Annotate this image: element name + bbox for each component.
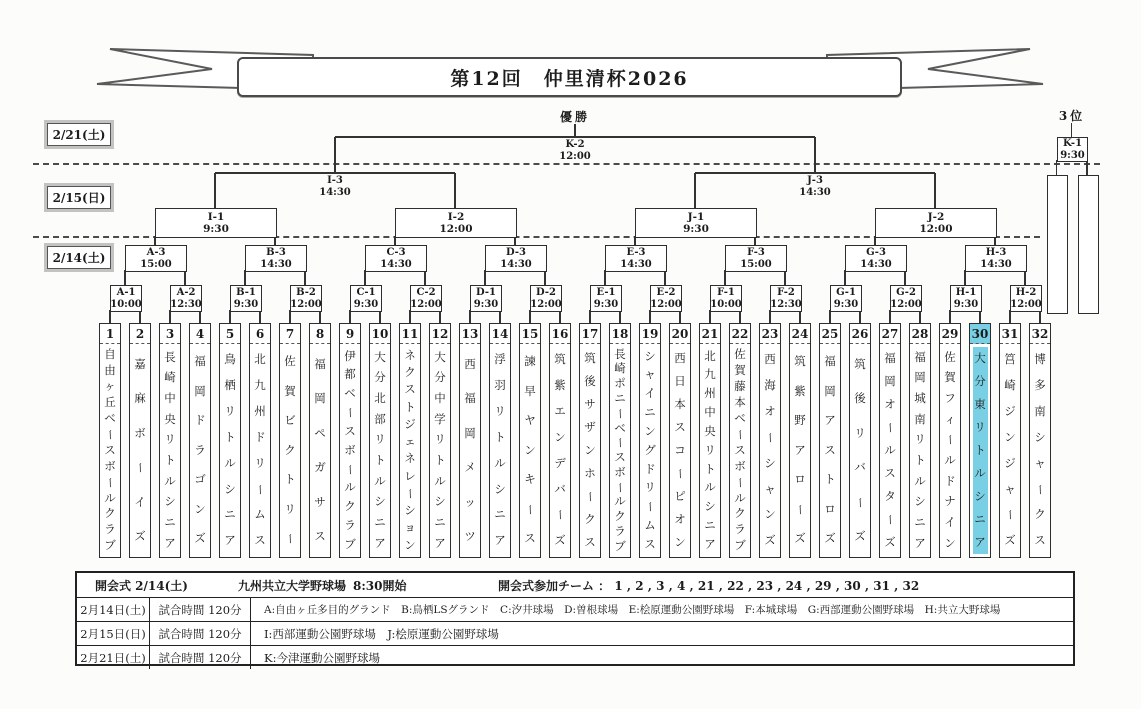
match-J-1 [635, 208, 757, 238]
bracket-line [694, 173, 696, 208]
match-id: C-1 [356, 287, 376, 298]
team-name: 北 九 州 中 央 リ ト ル シ ニ ア [704, 348, 716, 551]
team-name: 西 日 本 ス コ ー ピ オ ン [673, 350, 688, 549]
match-time: 9:30 [233, 298, 259, 310]
team-column-16 [549, 323, 571, 558]
match-id: B-1 [236, 287, 256, 298]
team-name: 福 岡 ペ ガ サ ス [314, 356, 326, 543]
match-id: I-2 [447, 210, 465, 223]
team-number: 4 [190, 324, 210, 344]
bracket-line [844, 270, 846, 285]
match-time: 15:00 [740, 258, 772, 270]
team-column-21 [699, 323, 721, 558]
team-name: 佐 賀 ビ ク ト リ ー [283, 354, 298, 545]
match-time: 12:00 [530, 298, 562, 310]
team-column-13 [459, 323, 481, 558]
match-A-2 [170, 285, 202, 312]
match-time: 10:00 [710, 298, 742, 310]
match-id: D-1 [476, 287, 496, 298]
match-K-2 [545, 139, 605, 163]
team-column-7 [279, 323, 301, 558]
schedule-duration: 試合時間 120分 [150, 646, 251, 669]
match-id: B-2 [296, 287, 316, 298]
team-name: 筥 崎 ジ ン ジ ャ ー ズ [1003, 352, 1018, 548]
match-id: E-1 [596, 287, 616, 298]
match-time: 12:30 [170, 298, 202, 310]
team-name: 諫 早 ヤ ン キ ー ス [523, 354, 538, 546]
bracket-line [1086, 160, 1088, 175]
schedule-date: 2月14日(土) [77, 598, 150, 621]
match-B-2 [290, 285, 322, 312]
team-number: 23 [760, 324, 780, 344]
match-H-2 [1010, 285, 1042, 312]
schedule-date: 2月15日(日) [77, 622, 150, 645]
third-place-label: 3位 [1058, 109, 1086, 123]
match-id: K-1 [1062, 138, 1083, 149]
match-time: 14:30 [500, 258, 532, 270]
team-name: 福 岡 オ ー ル ス タ ー ズ [883, 350, 898, 549]
team-name: 浮 羽 リ ト ル シ ニ ア [494, 352, 506, 548]
team-name: 鳥 栖 リ ト ル シ ニ ア [224, 352, 236, 548]
match-id: D-2 [536, 287, 556, 298]
match-C-2 [410, 285, 442, 312]
team-name: 筑 紫 エ ン デ バ ー ズ [553, 352, 568, 548]
team-column-26 [849, 323, 871, 558]
schedule-row-214 [77, 598, 1073, 622]
bracket-line [184, 270, 186, 285]
bracket-line [214, 173, 216, 208]
team-number: 15 [520, 324, 540, 344]
team-column-25 [819, 323, 841, 558]
bracket-line [574, 124, 576, 137]
match-id: J-1 [687, 210, 705, 223]
match-F-1 [710, 285, 742, 312]
team-name: シ ャ イ ニ ン グ ド リ ー ム ス [643, 348, 658, 551]
match-time: 9:30 [203, 223, 229, 235]
match-time: 14:30 [860, 258, 892, 270]
match-time: 12:00 [290, 298, 322, 310]
bracket-line [784, 270, 786, 285]
match-id: E-2 [656, 287, 676, 298]
team-column-30 [969, 323, 991, 558]
bracket-line [424, 270, 426, 285]
match-time: 9:30 [833, 298, 859, 310]
team-number: 9 [340, 324, 360, 344]
opening-venue: 九州共立大学野球場 [238, 579, 347, 593]
team-column-29 [939, 323, 961, 558]
schedule-venues: A:自由ヶ丘多目的グランド B:鳥栖LSグランド C:汐井球場 D:曽根球場 E:桧原運動公園野球場 F:本城球場 G:西部運動公園野球場 H:共立大野球場 [264, 604, 1001, 616]
team-name: 長 崎 ポ ニ ー ベ ー ス ボ ー ル ク ラ ブ [613, 346, 628, 553]
team-name: 佐 賀 藤 本 ベ ー ス ボ ー ル ク ラ ブ [733, 347, 748, 553]
match-time: 12:00 [439, 223, 473, 235]
team-column-19 [639, 323, 661, 558]
bracket-line [244, 270, 246, 285]
date-box-221: 2/21(土) [47, 123, 111, 146]
bracket-line [454, 173, 456, 208]
match-time: 15:00 [140, 258, 172, 270]
match-H-1 [950, 285, 982, 312]
team-name: 福 岡 ア ス ト ロ ズ [824, 354, 836, 546]
match-G-3 [845, 245, 907, 272]
team-number: 29 [940, 324, 960, 344]
match-time: 14:30 [319, 187, 351, 198]
match-I-3 [305, 175, 365, 199]
match-id: A-3 [146, 247, 166, 258]
match-id: K-2 [565, 139, 585, 150]
match-id: G-2 [896, 287, 916, 298]
match-time: 12:00 [559, 151, 591, 162]
opening-start-time: 8:30開始 [353, 579, 407, 593]
match-E-3 [605, 245, 667, 272]
team-column-6 [249, 323, 271, 558]
match-time: 10:00 [110, 298, 142, 310]
bracket-line [544, 270, 546, 285]
bracket-line [604, 270, 606, 285]
team-name: 福 岡 ド ラ ゴ ン ズ [194, 354, 206, 546]
team-column-23 [759, 323, 781, 558]
match-J-3 [785, 175, 845, 199]
team-name: 伊 都 ベ ー ス ボ ー ル ク ラ ブ [343, 348, 358, 551]
schedule-row-221 [77, 646, 1073, 669]
match-F-2 [770, 285, 802, 312]
team-name: 筑 紫 野 ア ロ ー ズ [793, 354, 808, 546]
match-id: A-1 [116, 287, 136, 298]
team-number: 2 [130, 324, 150, 344]
team-number: 19 [640, 324, 660, 344]
match-G-2 [890, 285, 922, 312]
match-I-2 [395, 208, 517, 238]
bracket-line [724, 270, 726, 285]
match-id: C-2 [416, 287, 436, 298]
match-H-3 [965, 245, 1027, 272]
team-column-11 [399, 323, 421, 558]
bracket-line [964, 270, 966, 285]
schedule-table [75, 571, 1075, 666]
schedule-venues: I:西部運動公園野球場 J:桧原運動公園野球場 [264, 626, 499, 641]
team-number: 31 [1000, 324, 1020, 344]
team-number: 18 [610, 324, 630, 344]
team-number: 14 [490, 324, 510, 344]
bracket-line [1056, 160, 1058, 175]
match-time: 14:30 [980, 258, 1012, 270]
match-time: 12:00 [890, 298, 922, 310]
team-column-1 [99, 323, 121, 558]
team-number: 6 [250, 324, 270, 344]
team-column-27 [879, 323, 901, 558]
team-number: 10 [370, 324, 390, 344]
team-name: 博 多 南 シ ャ ー ク ス [1033, 352, 1048, 548]
match-F-3 [725, 245, 787, 272]
team-column-20 [669, 323, 691, 558]
match-id: J-2 [927, 210, 945, 223]
page-title: 第12回 仲里清杯2026 [450, 67, 689, 90]
team-column-18 [609, 323, 631, 558]
team-name: 自 由 ヶ 丘 ベ ー ス ボ ー ル ク ラ ブ [103, 347, 118, 553]
team-column-3 [159, 323, 181, 558]
schedule-date: 2月21日(土) [77, 646, 150, 669]
team-column-17 [579, 323, 601, 558]
team-number: 25 [820, 324, 840, 344]
team-number: 32 [1030, 324, 1050, 344]
match-time: 14:30 [380, 258, 412, 270]
team-name: 佐 賀 フ ィ ー ル ド ナ イ ン [943, 349, 958, 550]
match-id: D-3 [506, 247, 526, 258]
match-E-2 [650, 285, 682, 312]
team-column-4 [189, 323, 211, 558]
match-id: I-3 [327, 175, 343, 186]
team-column-15 [519, 323, 541, 558]
match-time: 9:30 [1060, 149, 1085, 161]
team-column-24 [789, 323, 811, 558]
team-column-9 [339, 323, 361, 558]
team-name: 大 分 北 部 リ ト ル シ ニ ア [374, 349, 386, 550]
match-time: 9:30 [353, 298, 379, 310]
team-number: 11 [400, 324, 420, 344]
team-number: 13 [460, 324, 480, 344]
match-id: F-3 [747, 247, 765, 258]
team-column-22 [729, 323, 751, 558]
opening-title: 開会式 2/14(土) [95, 579, 188, 593]
match-K-1 [1057, 137, 1088, 162]
third-place-slot [1078, 175, 1099, 314]
team-name: 嘉 麻 ボ ー イ ズ [133, 356, 148, 543]
match-time: 12:00 [650, 298, 682, 310]
date-box-214: 2/14(土) [47, 246, 111, 269]
team-number: 22 [730, 324, 750, 344]
team-column-32 [1029, 323, 1051, 558]
match-J-2 [875, 208, 997, 238]
team-name: 大 分 中 学 リ ト ル シ ニ ア [434, 349, 446, 550]
team-number: 12 [430, 324, 450, 344]
match-C-3 [365, 245, 427, 272]
match-id: B-3 [266, 247, 286, 258]
match-time: 9:30 [953, 298, 979, 310]
match-id: H-3 [985, 247, 1007, 258]
team-number: 30 [970, 324, 990, 344]
team-number: 21 [700, 324, 720, 344]
match-id: F-2 [777, 287, 795, 298]
schedule-duration: 試合時間 120分 [150, 622, 251, 645]
bracket-line [664, 270, 666, 285]
team-number: 16 [550, 324, 570, 344]
team-name: 北 九 州 ド リ ー ム ス [253, 352, 268, 548]
schedule-duration: 試合時間 120分 [150, 598, 251, 621]
bracket-line [934, 173, 936, 208]
opening-ceremony-row [77, 573, 1073, 598]
bracket-line [814, 137, 816, 173]
bracket-line [904, 270, 906, 285]
match-time: 14:30 [799, 187, 831, 198]
bracket-line [1071, 123, 1073, 137]
team-column-5 [219, 323, 241, 558]
team-number: 5 [220, 324, 240, 344]
team-number: 20 [670, 324, 690, 344]
third-place-slot [1047, 175, 1068, 314]
team-name: 西 福 岡 メ ッ ツ [464, 356, 476, 543]
team-name: 筑 後 サ ザ ン ホ ー ク ス [583, 350, 598, 549]
schedule-row-215 [77, 622, 1073, 646]
match-I-1 [155, 208, 277, 238]
match-G-1 [830, 285, 862, 312]
match-time: 14:30 [620, 258, 652, 270]
match-time: 12:00 [919, 223, 953, 235]
bracket-line [334, 137, 336, 173]
team-column-14 [489, 323, 511, 558]
match-time: 14:30 [260, 258, 292, 270]
team-column-28 [909, 323, 931, 558]
match-D-1 [470, 285, 502, 312]
match-id: G-1 [836, 287, 856, 298]
team-number: 1 [100, 324, 120, 344]
team-column-8 [309, 323, 331, 558]
team-name: 大 分 東 リ ト ル シ ニ ア [973, 347, 988, 554]
bracket-line [1024, 270, 1026, 285]
team-number: 7 [280, 324, 300, 344]
champion-label: 優勝 [559, 110, 590, 124]
match-id: H-1 [955, 287, 977, 298]
schedule-venues: K:今津運動公園野球場 [264, 650, 380, 665]
match-id: A-2 [176, 287, 196, 298]
match-id: C-3 [386, 247, 406, 258]
match-time: 12:30 [770, 298, 802, 310]
team-number: 24 [790, 324, 810, 344]
match-id: G-3 [866, 247, 886, 258]
match-id: I-1 [207, 210, 225, 223]
team-name: 福 岡 城 南 リ ト ル シ ニ ア [914, 349, 926, 550]
match-time: 9:30 [473, 298, 499, 310]
match-A-3 [125, 245, 187, 272]
team-name: 西 海 オ ー シ ャ ン ズ [763, 352, 778, 548]
team-number: 27 [880, 324, 900, 344]
match-D-2 [530, 285, 562, 312]
date-box-215: 2/15(日) [47, 186, 111, 209]
opening-participants: 開会式参加チーム ： 1 , 2 , 3 , 4 , 21 , 22 , 23 , 24 , 29 , 30 , 31 , 32 [498, 579, 920, 593]
match-id: E-3 [626, 247, 646, 258]
team-column-12 [429, 323, 451, 558]
match-A-1 [110, 285, 142, 312]
bracket-line [484, 270, 486, 285]
team-number: 8 [310, 324, 330, 344]
team-name: 長 崎 中 央 リ ト ル シ ニ ア [164, 349, 176, 550]
match-time: 12:00 [1010, 298, 1042, 310]
team-column-2 [129, 323, 151, 558]
bracket-line [364, 270, 366, 285]
team-number: 3 [160, 324, 180, 344]
team-number: 28 [910, 324, 930, 344]
match-D-3 [485, 245, 547, 272]
match-id: H-2 [1015, 287, 1037, 298]
match-E-1 [590, 285, 622, 312]
match-time: 9:30 [593, 298, 619, 310]
match-time: 12:00 [410, 298, 442, 310]
title-banner [237, 57, 902, 97]
match-id: J-3 [807, 175, 823, 186]
team-column-31 [999, 323, 1021, 558]
team-number: 26 [850, 324, 870, 344]
team-name: ネ ク ス ト ジ ェ ネ レ ー シ ョ ン [403, 347, 418, 552]
bracket-line [304, 270, 306, 285]
match-time: 9:30 [683, 223, 709, 235]
team-name: 筑 後 リ バ ー ズ [853, 356, 868, 543]
bracket-line [124, 270, 126, 285]
match-C-1 [350, 285, 382, 312]
match-B-1 [230, 285, 262, 312]
match-B-3 [245, 245, 307, 272]
team-column-10 [369, 323, 391, 558]
match-id: F-1 [717, 287, 735, 298]
team-number: 17 [580, 324, 600, 344]
